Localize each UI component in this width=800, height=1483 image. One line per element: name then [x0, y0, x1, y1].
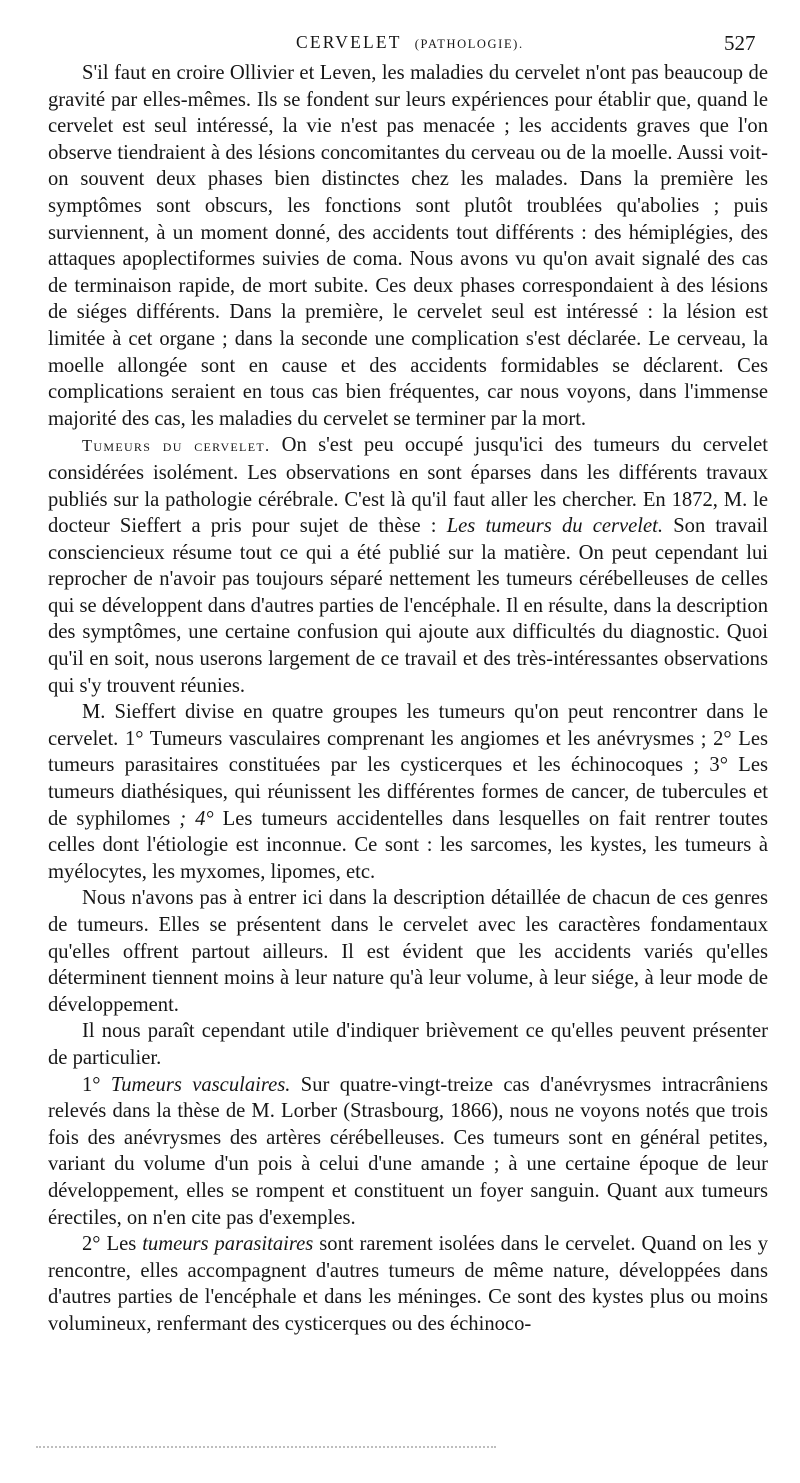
paragraph-text: On s'est peu occupé jusqu'ici des tumeurs du cervelet considérées isolément. Les observations en sont éparses dans les différents travaux publiés sur la pathologie cérébrale. C'est là qu'il faut aller les chercher. En 1872, M. le docteur Sieffert a pris pour sujet de thèse : — [48, 434, 768, 538]
paragraph-cerebellar-disease-phases: S'il faut en croire Ollivier et Leven, les maladies du cervelet n'ont pas beaucoup de gravité par elles-mêmes. Ils se fondent sur leurs expériences pour établir que, quand le cervelet est seul intéressé, la vie n'est pas menacée ; les accidents graves que l'on observe tiendraient à des lésions concomitantes du cerveau ou de la moelle. Aussi voit-on souvent deux phases bien distinctes chez les malades. Dans la première les symptômes sont obscurs, les fonctions sont plutôt troublées qu'abolies ; puis surviennent, à un moment donné, des accidents tout différents : des hémiplégies, des attaques apoplectiformes suivies de coma. Nous avons vu qu'on avait signalé des cas de terminaison rapide, de mort subite. Ces deux phases correspondaient à des lésions de siéges différents. Dans la première, le cervelet seul est intéressé : la lésion est limitée à cet organe ; dans la seconde une complication s'est déclarée. Le cerveau, la moelle allongée sont en cause et des accidents formidables se déclarent. Ces complications seraient en tous cas bien fréquentes, car nous voyons, dans l'immense majorité des cas, les maladies du cervelet se terminer par la mort. — [48, 62, 768, 430]
paragraph-parasitic-tumours — [48, 1231, 768, 1337]
subsection-heading-parasitic: tumeurs parasitaires — [142, 1233, 314, 1256]
running-title-main: CERVELET — [296, 32, 402, 52]
scan-specks — [36, 1446, 496, 1454]
paragraph-text: Les tumeurs accidentelles dans lesquelles on fait rentrer toutes celles dont l'étiologie est inconnue. Ce sont : les sarcomes, les kystes, les tumeurs à myélocytes, les myxomes, lipomes, etc. — [48, 807, 768, 883]
paragraph-text: M. Sieffert divise en quatre groupes les tumeurs qu'on peut rencontrer dans le cervelet. 1° Tumeurs vasculaires comprenant les angiomes et les anévrysmes ; 2° Les tumeurs parasitaires constituées par les cysticerques et les échinocoques ; 3° Les tumeurs diathésiques, qui réunissent les différentes formes de cancer, de tubercules et de syphilomes — [48, 701, 768, 830]
paragraph-text: Sur quatre-vingt-treize cas d'anévrysmes intracrâniens relevés dans la thèse de M. Lorber (Strasbourg, 1866), nous ne voyons notés que trois fois des anévrysmes des artères cérébelleuses. Ces tumeurs sont en général petites, variant du volume d'un pois à celui d'une amande ; à une certaine époque de leur développement, elles se rompent et constituent un foyer sanguin. Quant aux tumeurs érectiles, on n'en cite pas d'exemples. — [48, 1073, 768, 1229]
list-separator: ; 4° — [179, 807, 214, 830]
paragraph-tumour-groups — [48, 699, 768, 885]
running-title-subtitle: (PATHOLOGIE). — [414, 37, 524, 51]
paragraph-vascular-tumours — [48, 1072, 768, 1232]
running-head — [0, 30, 800, 58]
list-number: 2° Les — [82, 1233, 143, 1256]
subsection-heading-vascular: Tumeurs vasculaires. — [110, 1073, 291, 1096]
paragraph-text: sont rarement isolées dans le cervelet. Quand on les y rencontre, elles accompagnent d'autres tumeurs de même nature, développées dans d'autres parties de l'encéphale et dans les méninges. Ce sont des kystes plus ou moins volumineux, renfermant des cysticerques ou des échinoco- — [48, 1233, 768, 1335]
body-text — [48, 60, 768, 1338]
paragraph-tumeurs-du-cervelet — [48, 432, 768, 699]
list-number: 1° — [82, 1073, 111, 1096]
page-number: 527 — [724, 31, 756, 55]
paragraph-tumour-genres: Nous n'avons pas à entrer ici dans la description détaillée de chacun de ces genres de tumeurs. Elles se présentent dans le cervelet avec les caractères fondamentaux qu'elles offrent partout ailleurs. Il est évident que les accidents variés qu'elles déterminent tiennent moins à leur nature qu'à leur volume, à leur siége, à leur mode de développement. — [48, 887, 768, 1016]
thesis-title: Les tumeurs du cervelet. — [446, 515, 664, 538]
section-heading-tumeurs: Tumeurs du cervelet. — [82, 436, 271, 456]
paragraph-text: Son travail consciencieux résume tout ce qui a été publié sur la matière. On peut cependant lui reprocher de n'avoir pas toujours séparé nettement les tumeurs cérébelleuses de celles qui se développent dans d'autres parties de l'encéphale. Il en résulte, dans la description des symptômes, une certaine confusion qui ajoute aux difficultés du diagnostic. Quoi qu'il en soit, nous userons largement de ce travail et des très-intéressantes observations qui s'y trouvent réunies. — [48, 515, 768, 697]
paragraph-particularities: Il nous paraît cependant utile d'indiquer brièvement ce qu'elles peuvent présenter de particulier. — [48, 1020, 768, 1069]
running-title — [296, 32, 524, 53]
